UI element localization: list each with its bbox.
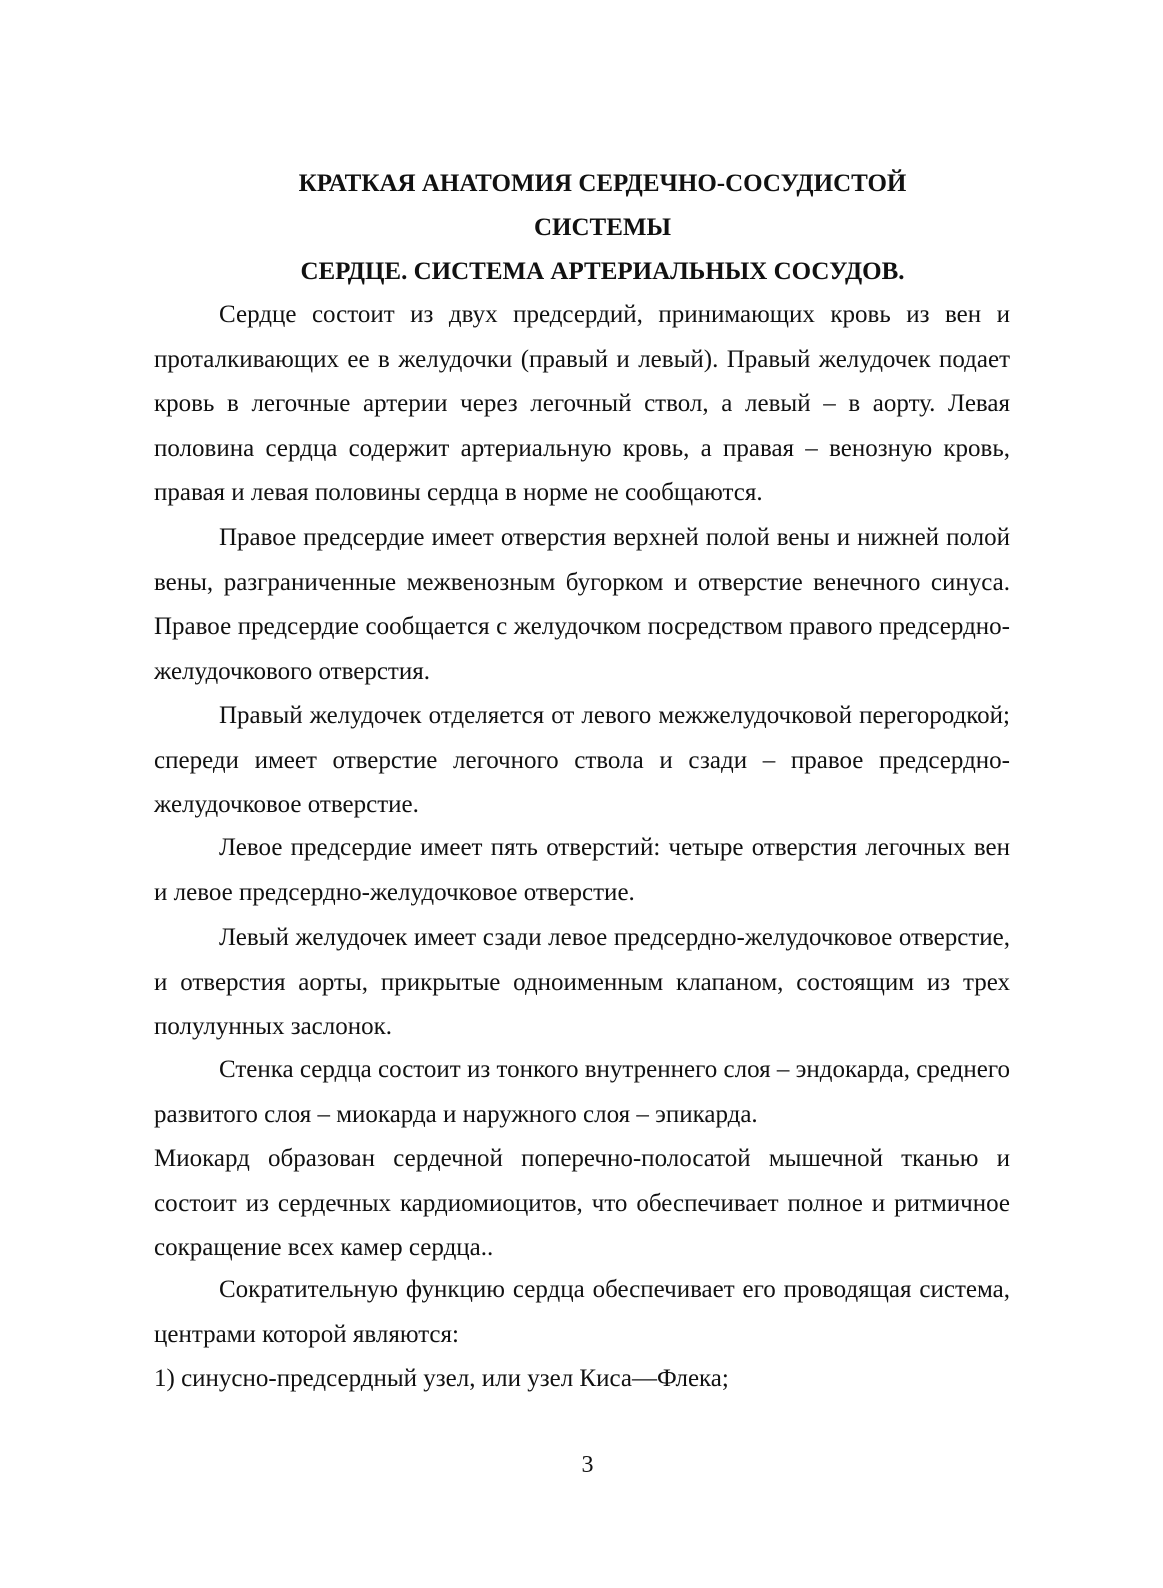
section-subtitle: СЕРДЦЕ. СИСТЕМА АРТЕРИАЛЬНЫХ СОСУДОВ.	[300, 258, 905, 285]
paragraph-heart-overview: Сердце состоит из двух предсердий, принимающих кровь из вен и проталкивающих ее в желудочки (правый и левый). Правый желудочек подает кровь в легочные артерии через легочный ствол, а левый – в аорту. Левая половина сердца содержит артериальную кровь, а правая – венозную кровь, правая и левая половины сердца в норме не сообщаются.	[154, 301, 1010, 506]
paragraph-right-ventricle: Правый желудочек отделяется от левого межжелудочковой перегородкой; спереди имеет отверстие легочного ствола и сзади – правое предсердно-желудочковое отверстие.	[154, 702, 1010, 818]
paragraph-myocardium: Миокард образован сердечной поперечно-полосатой мышечной тканью и состоит из сердечных кардиомиоцитов, что обеспечивает полное и ритмичное сокращение всех камер сердца..	[154, 1145, 1010, 1261]
paragraph-right-atrium: Правое предсердие имеет отверстия верхней полой вены и нижней полой вены, разграниченные межвенозным бугорком и отверстие венечного синуса. Правое предсердие сообщается с желудочком посредством правого предсердно-желудочкового отверстия.	[154, 524, 1010, 685]
list-item-sinoatrial-node: 1) синусно-предсердный узел, или узел Киса—Флека;	[154, 1365, 729, 1392]
page-number: 3	[581, 1452, 594, 1478]
paragraph-conduction-system: Сократительную функцию сердца обеспечивает его проводящая система, центрами которой являются:	[154, 1276, 1010, 1348]
paragraph-heart-wall: Стенка сердца состоит из тонкого внутреннего слоя – эндокарда, среднего развитого слоя – миокарда и наружного слоя – эпикарда.	[154, 1056, 1010, 1128]
document-title-line-2: СИСТЕМЫ	[533, 214, 672, 241]
paragraph-left-ventricle: Левый желудочек имеет сзади левое предсердно-желудочковое отверстие, и отверстия аорты, прикрытые одноименным клапаном, состоящим из трех полулунных заслонок.	[154, 924, 1010, 1040]
document-title-line-1: КРАТКАЯ АНАТОМИЯ СЕРДЕЧНО-СОСУДИСТОЙ	[298, 170, 907, 197]
paragraph-left-atrium: Левое предсердие имеет пять отверстий: четыре отверстия легочных вен и левое предсердно-желудочковое отверстие.	[154, 834, 1010, 906]
